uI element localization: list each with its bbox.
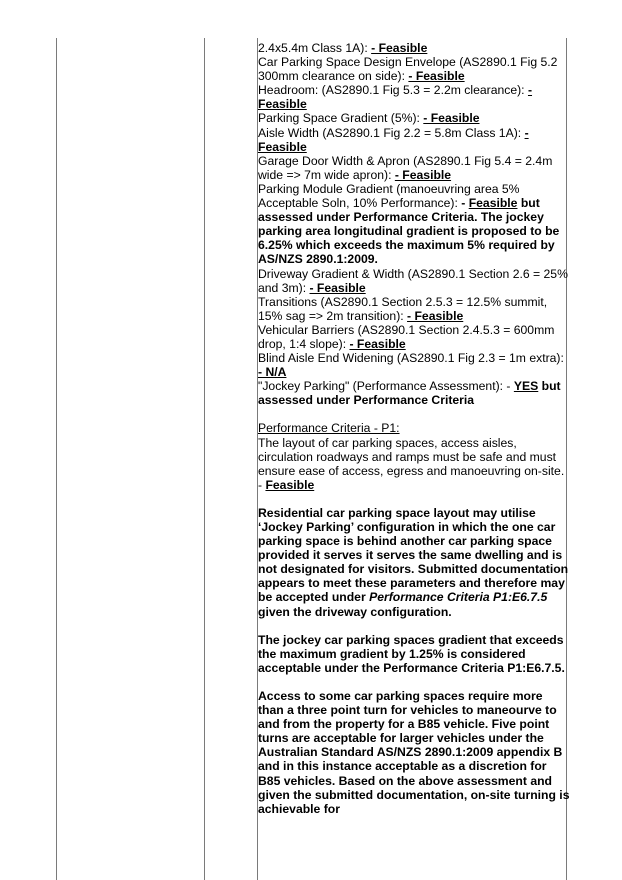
- verdict: - N/A: [258, 365, 287, 380]
- verdict: - Feasible: [258, 83, 533, 112]
- verdict: - Feasible: [423, 111, 480, 126]
- item-barriers: Vehicular Barriers (AS2890.1 Section 2.4.5.3 = 600mm drop, 1:4 slope): - Feasible: [258, 322, 555, 351]
- item-aisle-width: Aisle Width (AS2890.1 Fig 2.2 = 5.8m Class 1A): - Feasible: [258, 125, 529, 154]
- item-transitions: Transitions (AS2890.1 Section 2.5.3 = 12.5% summit, 15% sag => 2m transition): - Feasible: [258, 294, 548, 323]
- assessment-cell: [258, 41, 570, 816]
- performance-criteria-verdict: - Feasible: [258, 477, 315, 492]
- verdict: - Feasible: [407, 308, 464, 323]
- performance-criteria-heading: Performance Criteria - P1:: [258, 421, 400, 436]
- paragraph-gradient: The jockey car parking spaces gradient that exceeds the maximum gradient by 1.25% is considered acceptable under the Performance Criteria P1:E6.7.5.: [258, 632, 565, 675]
- item-blind-aisle: Blind Aisle End Widening (AS2890.1 Fig 2.3 = 1m extra): - N/A: [258, 351, 564, 380]
- paragraph-jockey-layout: Residential car parking space layout may utilise ‘Jockey Parking’ configuration in which the one car parking space is behind another car parking space provided it serves it serves the same dwelling and is not designated for visitors. Submitted documentation appears to meet these parameters and therefore may be accepted under Performance Criteria P1:E6.7.5 given the driveway configuration.: [258, 505, 569, 619]
- verdict: - Feasible: [394, 167, 452, 182]
- item-garage-door: Garage Door Width & Apron (AS2890.1 Fig 5.4 = 2.4m wide => 7m wide apron): - Feasible: [258, 153, 553, 182]
- item-headroom: Headroom: (AS2890.1 Fig 5.3 = 2.2m clearance): - Feasible: [258, 83, 533, 112]
- verdict: - Feasible: [408, 69, 465, 84]
- item-design-envelope: Car Parking Space Design Envelope (AS2890.1 Fig 5.2 300mm clearance on side): - Feasible: [258, 55, 558, 84]
- item-module-gradient: Parking Module Gradient (manoeuvring area 5% Acceptable Soln, 10% Performance): - Feasible but assessed under Performance Criteria. The jockey parking area longitudinal gradient is proposed to be 6.25% which exceeds the maximum 5% required by AS/NZS 2890.1:2009.: [258, 181, 560, 267]
- verdict: - Feasible: [309, 280, 366, 295]
- item-jockey-parking: "Jockey Parking" (Performance Assessment): - YES but assessed under Performance Criteria: [258, 379, 561, 408]
- table-border-mid: [204, 38, 205, 880]
- item-driveway: Driveway Gradient & Width (AS2890.1 Section 2.6 = 25% and 3m): - Feasible: [258, 266, 568, 295]
- table-border-left: [56, 38, 57, 880]
- paragraph-turning: Access to some car parking spaces require more than a three point turn for vehicles to maneourve to and from the property for a B85 vehicle. Five point turns are acceptable for larger vehicles under the Australian Standard AS/NZS 2890.1:2009 appendix B and in this instance acceptable as a discretion for B85 vehicles. Based on the above assessment and given the submitted documentation, on-site turning is achievable for: [258, 688, 570, 816]
- performance-criteria-body: The layout of car parking spaces, access aisles, circulation roadways and ramps must be safe and must ensure ease of access, egress and manoeuvring on-site.: [258, 435, 565, 478]
- verdict: - Feasible: [258, 125, 529, 154]
- verdict: Feasible: [265, 477, 315, 492]
- item-class-1a: 2.4x5.4m Class 1A): - Feasible: [258, 41, 428, 55]
- verdict: Feasible: [468, 196, 518, 211]
- verdict: - Feasible: [371, 41, 428, 55]
- verdict: - Feasible: [349, 336, 406, 351]
- module-gradient-note: but assessed under Performance Criteria. The jockey parking area longitudinal gradient is proposed to be 6.25% which exceeds the maximum 5% required by AS/NZS 2890.1:2009.: [258, 196, 560, 267]
- item-space-gradient: Parking Space Gradient (5%): - Feasible: [258, 111, 480, 126]
- verdict: YES: [513, 379, 539, 394]
